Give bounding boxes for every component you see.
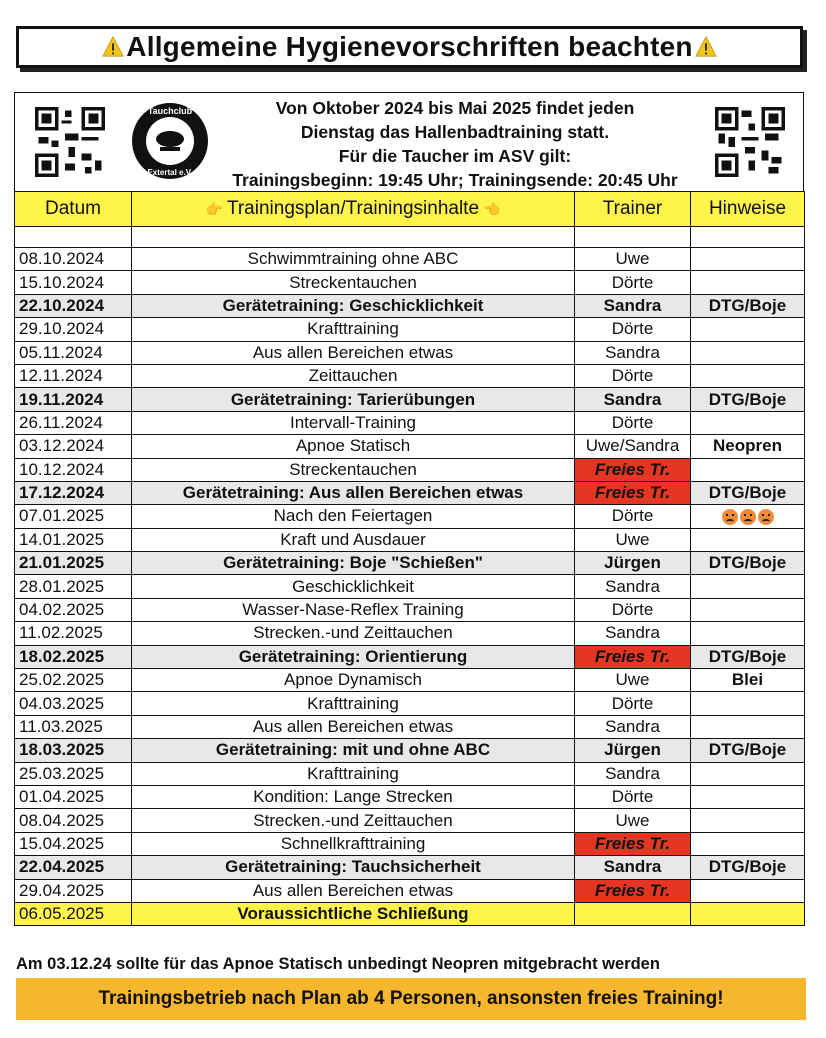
- column-header-hints: Hinweise: [691, 192, 805, 227]
- hint-cell: [691, 341, 805, 364]
- hint-cell: [691, 622, 805, 645]
- content-cell: Kondition: Lange Strecken: [132, 785, 575, 808]
- table-row: [15, 715, 805, 738]
- trainer-cell: Sandra: [575, 622, 691, 645]
- spacer-cell: [132, 227, 575, 248]
- date-cell: 18.03.2025: [15, 739, 132, 762]
- hint-cell: [691, 248, 805, 271]
- trainer-cell: Freies Tr.: [575, 879, 691, 902]
- trainer-cell: Dörte: [575, 318, 691, 341]
- content-cell: Gerätetraining: Tauchsicherheit: [132, 856, 575, 879]
- content-cell: Strecken.-und Zeittauchen: [132, 809, 575, 832]
- trainer-cell: Freies Tr.: [575, 458, 691, 481]
- hint-cell: Neopren: [691, 435, 805, 458]
- table-row: [15, 762, 805, 785]
- date-cell: 10.12.2024: [15, 458, 132, 481]
- date-cell: 11.03.2025: [15, 715, 132, 738]
- hint-cell: [691, 692, 805, 715]
- date-cell: 15.10.2024: [15, 271, 132, 294]
- table-row: [15, 318, 805, 341]
- content-cell: Schwimmtraining ohne ABC: [132, 248, 575, 271]
- angry-face-icon: [740, 509, 756, 525]
- trainer-cell: Freies Tr.: [575, 832, 691, 855]
- table-row: [15, 598, 805, 621]
- date-cell: 21.01.2025: [15, 552, 132, 575]
- table-row: [15, 832, 805, 855]
- trainer-cell: Uwe/Sandra: [575, 435, 691, 458]
- spacer-cell: [691, 227, 805, 248]
- sheet-header: [14, 92, 804, 191]
- date-cell: 22.04.2025: [15, 856, 132, 879]
- content-cell: Voraussichtliche Schließung: [132, 902, 575, 925]
- trainer-cell: Sandra: [575, 856, 691, 879]
- table-row: [15, 879, 805, 902]
- content-cell: Aus allen Bereichen etwas: [132, 341, 575, 364]
- content-cell: Strecken.-und Zeittauchen: [132, 622, 575, 645]
- table-body: [15, 227, 805, 926]
- table-row: [15, 341, 805, 364]
- table-row: [15, 388, 805, 411]
- date-cell: 26.11.2024: [15, 411, 132, 434]
- hint-cell: [691, 271, 805, 294]
- hint-cell: [691, 879, 805, 902]
- spacer-row: [15, 227, 805, 248]
- trainer-cell: Sandra: [575, 388, 691, 411]
- trainer-cell: Uwe: [575, 248, 691, 271]
- content-cell: Apnoe Dynamisch: [132, 669, 575, 692]
- table-row: [15, 481, 805, 504]
- hint-cell: [691, 715, 805, 738]
- training-table: [14, 191, 805, 926]
- content-cell: Krafttraining: [132, 762, 575, 785]
- hint-cell: [691, 318, 805, 341]
- trainer-cell: Sandra: [575, 294, 691, 317]
- hint-cell: [691, 575, 805, 598]
- trainer-cell: Uwe: [575, 528, 691, 551]
- intro-line: Dienstag das Hallenbadtraining statt.: [300, 122, 610, 142]
- hint-cell: [691, 809, 805, 832]
- hint-cell: [691, 598, 805, 621]
- trainer-cell: Uwe: [575, 669, 691, 692]
- table-row: [15, 294, 805, 317]
- trainer-cell: [575, 902, 691, 925]
- content-cell: Gerätetraining: Aus allen Bereichen etwas: [132, 481, 575, 504]
- table-row: [15, 645, 805, 668]
- content-cell: Wasser-Nase-Reflex Training: [132, 598, 575, 621]
- table-row: [15, 692, 805, 715]
- column-header-content: [132, 192, 575, 227]
- table-row: [15, 248, 805, 271]
- date-cell: 12.11.2024: [15, 364, 132, 387]
- table-row: [15, 458, 805, 481]
- hint-cell: [691, 762, 805, 785]
- content-cell: Nach den Feiertagen: [132, 505, 575, 528]
- hint-cell: DTG/Boje: [691, 856, 805, 879]
- trainer-cell: Dörte: [575, 785, 691, 808]
- trainer-cell: Uwe: [575, 809, 691, 832]
- trainer-cell: Sandra: [575, 762, 691, 785]
- trainer-cell: Sandra: [575, 575, 691, 598]
- content-cell: Geschicklichkeit: [132, 575, 575, 598]
- trainer-cell: Jürgen: [575, 739, 691, 762]
- date-cell: 17.12.2024: [15, 481, 132, 504]
- table-row: [15, 739, 805, 762]
- date-cell: 08.04.2025: [15, 809, 132, 832]
- intro-text: [185, 96, 725, 192]
- date-cell: 08.10.2024: [15, 248, 132, 271]
- content-cell: Gerätetraining: Orientierung: [132, 645, 575, 668]
- date-cell: 04.02.2025: [15, 598, 132, 621]
- spacer-cell: [15, 227, 132, 248]
- logo-bottom-text: Extertal e.V.: [147, 168, 193, 177]
- hygiene-banner: [16, 26, 803, 68]
- date-cell: 03.12.2024: [15, 435, 132, 458]
- hint-cell: [691, 785, 805, 808]
- table-row: [15, 528, 805, 551]
- hint-cell: DTG/Boje: [691, 552, 805, 575]
- hint-cell: DTG/Boje: [691, 739, 805, 762]
- column-header-date: Datum: [15, 192, 132, 227]
- intro-line: Von Oktober 2024 bis Mai 2025 findet jeden: [275, 98, 635, 118]
- content-cell: Schnellkrafttraining: [132, 832, 575, 855]
- date-cell: 14.01.2025: [15, 528, 132, 551]
- hint-cell: Blei: [691, 669, 805, 692]
- hint-cell: [691, 364, 805, 387]
- neopren-note: Am 03.12.24 sollte für das Apnoe Statisch unbedingt Neopren mitgebracht werden: [16, 955, 660, 973]
- angry-face-icon: [722, 509, 738, 525]
- date-cell: 18.02.2025: [15, 645, 132, 668]
- banner-title: Allgemeine Hygienevorschriften beachten: [126, 31, 693, 62]
- content-cell: Streckentauchen: [132, 458, 575, 481]
- content-cell: Intervall-Training: [132, 411, 575, 434]
- table-row: [15, 622, 805, 645]
- trainer-cell: Sandra: [575, 715, 691, 738]
- qr-code-icon[interactable]: [715, 107, 785, 177]
- content-cell: Gerätetraining: Tarierübungen: [132, 388, 575, 411]
- content-cell: Aus allen Bereichen etwas: [132, 715, 575, 738]
- intro-line: Für die Taucher im ASV gilt:: [338, 146, 572, 166]
- table-row: [15, 902, 805, 925]
- table-row: [15, 785, 805, 808]
- column-header-content-label: Trainingsplan/Trainingsinhalte: [226, 198, 480, 219]
- hint-cell: [691, 902, 805, 925]
- table-row: [15, 505, 805, 528]
- trainer-cell: Jürgen: [575, 552, 691, 575]
- table-row: [15, 364, 805, 387]
- trainer-cell: Dörte: [575, 505, 691, 528]
- date-cell: 22.10.2024: [15, 294, 132, 317]
- date-cell: 05.11.2024: [15, 341, 132, 364]
- hint-cell: [691, 528, 805, 551]
- date-cell: 19.11.2024: [15, 388, 132, 411]
- date-cell: 06.05.2025: [15, 902, 132, 925]
- hint-cell: DTG/Boje: [691, 388, 805, 411]
- warning-icon: [695, 36, 717, 58]
- intro-line: Trainingsbeginn: 19:45 Uhr; Trainingsende: 20:45 Uhr: [232, 170, 678, 190]
- date-cell: 15.04.2025: [15, 832, 132, 855]
- warning-icon: [102, 36, 124, 58]
- hint-cell: [691, 411, 805, 434]
- table-row: [15, 435, 805, 458]
- content-cell: Streckentauchen: [132, 271, 575, 294]
- content-cell: Gerätetraining: Boje "Schießen": [132, 552, 575, 575]
- hint-cell: DTG/Boje: [691, 645, 805, 668]
- training-sheet: [14, 92, 804, 926]
- hint-cell: [691, 458, 805, 481]
- trainer-cell: Freies Tr.: [575, 645, 691, 668]
- table-row: [15, 411, 805, 434]
- date-cell: 28.01.2025: [15, 575, 132, 598]
- trainer-cell: Dörte: [575, 598, 691, 621]
- trainer-cell: Dörte: [575, 271, 691, 294]
- table-row: [15, 271, 805, 294]
- date-cell: 04.03.2025: [15, 692, 132, 715]
- footer-banner: [16, 978, 806, 1020]
- trainer-cell: Dörte: [575, 411, 691, 434]
- table-row: [15, 575, 805, 598]
- table-row: [15, 809, 805, 832]
- qr-code-icon[interactable]: [35, 107, 105, 177]
- trainer-cell: Dörte: [575, 364, 691, 387]
- content-cell: Gerätetraining: mit und ohne ABC: [132, 739, 575, 762]
- spacer-cell: [575, 227, 691, 248]
- date-cell: 07.01.2025: [15, 505, 132, 528]
- trainer-cell: Sandra: [575, 341, 691, 364]
- table-row: [15, 669, 805, 692]
- date-cell: 29.04.2025: [15, 879, 132, 902]
- logo-top-text: Tauchclub: [147, 106, 193, 116]
- hint-cell: DTG/Boje: [691, 481, 805, 504]
- angry-face-icon: [758, 509, 774, 525]
- date-cell: 25.02.2025: [15, 669, 132, 692]
- column-header-trainer: Trainer: [575, 192, 691, 227]
- date-cell: 25.03.2025: [15, 762, 132, 785]
- table-row: [15, 552, 805, 575]
- content-cell: Apnoe Statisch: [132, 435, 575, 458]
- date-cell: 29.10.2024: [15, 318, 132, 341]
- content-cell: Krafttraining: [132, 318, 575, 341]
- table-row: [15, 856, 805, 879]
- content-cell: Gerätetraining: Geschicklichkeit: [132, 294, 575, 317]
- content-cell: Krafttraining: [132, 692, 575, 715]
- date-cell: 01.04.2025: [15, 785, 132, 808]
- hint-cell: [691, 832, 805, 855]
- pointing-hand-icon: 👈: [483, 201, 501, 217]
- pointing-hand-icon: 👉: [205, 201, 223, 217]
- trainer-cell: Dörte: [575, 692, 691, 715]
- hint-cell: DTG/Boje: [691, 294, 805, 317]
- content-cell: Zeittauchen: [132, 364, 575, 387]
- footer-text: Trainingsbetrieb nach Plan ab 4 Personen, ansonsten freies Training!: [98, 988, 724, 1009]
- content-cell: Aus allen Bereichen etwas: [132, 879, 575, 902]
- date-cell: 11.02.2025: [15, 622, 132, 645]
- trainer-cell: Freies Tr.: [575, 481, 691, 504]
- hint-cell: [691, 505, 805, 528]
- content-cell: Kraft und Ausdauer: [132, 528, 575, 551]
- table-header-row: [15, 192, 805, 227]
